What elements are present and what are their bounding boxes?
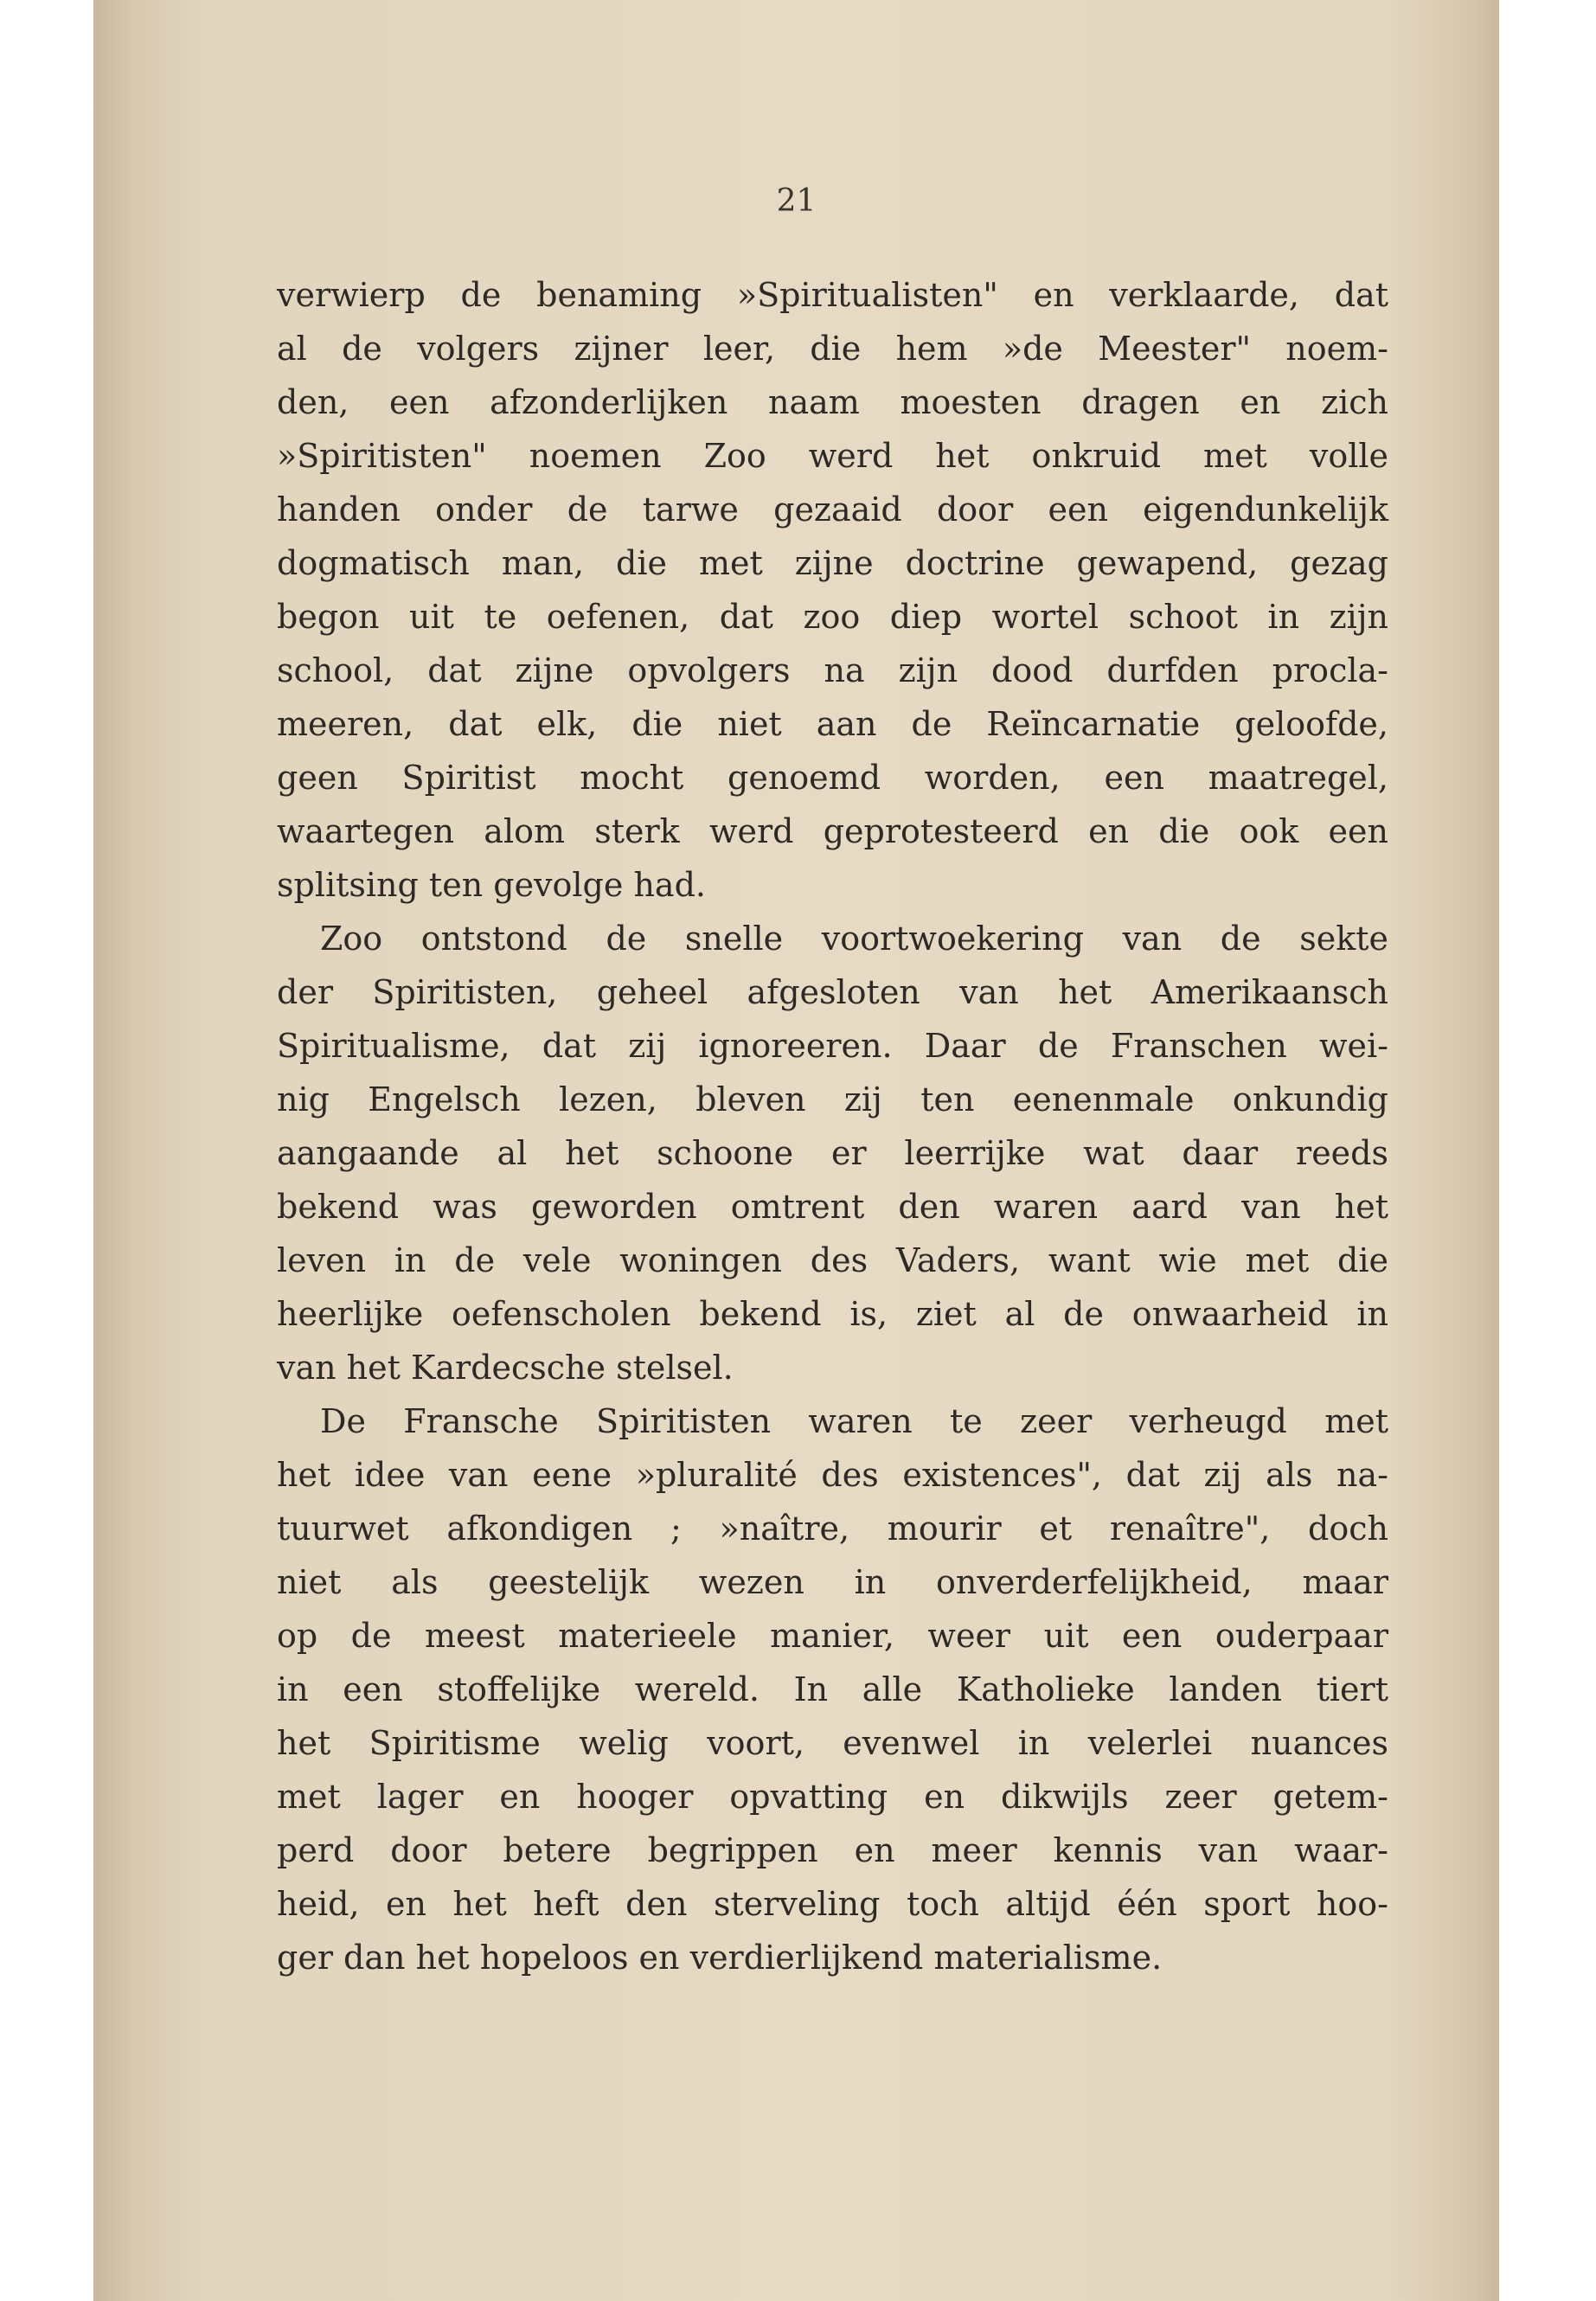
text-line: ger dan het hopeloos en verdierlijkend materialisme. [277, 1939, 1163, 1977]
text-line: school, dat zijne opvolgers na zijn dood durfden procla- [277, 651, 1388, 689]
text-line: verwierp de benaming »Spiritualisten" en verklaarde, dat [277, 276, 1388, 314]
book-page [93, 0, 1499, 2301]
page-number: 21 [776, 183, 817, 219]
text-line: perd door betere begrippen en meer kennis van waar- [277, 1831, 1388, 1869]
text-line: waartegen alom sterk werd geprotesteerd en die ook een [277, 812, 1388, 850]
text-line: heid, en het heft den sterveling toch altijd één sport hoo- [277, 1885, 1388, 1923]
text-line: van het Kardecsche stelsel. [277, 1349, 734, 1387]
text-line: leven in de vele woningen des Vaders, want wie met die [277, 1241, 1388, 1279]
text-line: in een stoffelijke wereld. In alle Katholieke landen tiert [277, 1670, 1388, 1708]
text-line: niet als geestelijk wezen in onverderfelijkheid, maar [277, 1563, 1388, 1601]
text-line: De Fransche Spiritisten waren te zeer verheugd met [320, 1402, 1388, 1440]
text-line: Spiritualisme, dat zij ignoreeren. Daar de Franschen wei- [277, 1027, 1388, 1065]
text-line: het idee van eene »pluralité des existences", dat zij als na- [277, 1456, 1388, 1494]
text-line: splitsing ten gevolge had. [277, 866, 706, 904]
text-line: Zoo ontstond de snelle voortwoekering van de sekte [320, 920, 1388, 958]
text-line: aangaande al het schoone er leerrijke wat daar reeds [277, 1134, 1388, 1172]
text-line: met lager en hooger opvatting en dikwijls zeer getem- [277, 1778, 1388, 1816]
text-line: nig Engelsch lezen, bleven zij ten eenenmale onkundig [277, 1080, 1388, 1118]
text-line: tuurwet afkondigen ; »naître, mourir et renaître", doch [277, 1509, 1388, 1548]
text-line: meeren, dat elk, die niet aan de Reïncarnatie geloofde, [277, 705, 1388, 743]
text-line: handen onder de tarwe gezaaid door een eigendunkelijk [277, 490, 1388, 529]
text-line: der Spiritisten, geheel afgesloten van het Amerikaansch [277, 973, 1388, 1011]
text-line: op de meest materieele manier, weer uit een ouderpaar [277, 1617, 1388, 1655]
text-line: geen Spiritist mocht genoemd worden, een maatregel, [277, 759, 1388, 797]
text-line: bekend was geworden omtrent den waren aard van het [277, 1188, 1388, 1226]
text-line: »Spiritisten" noemen Zoo werd het onkruid met volle [277, 437, 1388, 475]
text-line: den, een afzonderlijken naam moesten dragen en zich [277, 383, 1388, 421]
text-line: al de volgers zijner leer, die hem »de Meester" noem- [277, 330, 1388, 368]
text-line: begon uit te oefenen, dat zoo diep wortel schoot in zijn [277, 598, 1388, 636]
text-line: dogmatisch man, die met zijne doctrine gewapend, gezag [277, 544, 1388, 582]
text-line: heerlijke oefenscholen bekend is, ziet al de onwaarheid in [277, 1295, 1388, 1333]
text-line: het Spiritisme welig voort, evenwel in velerlei nuances [277, 1724, 1388, 1762]
